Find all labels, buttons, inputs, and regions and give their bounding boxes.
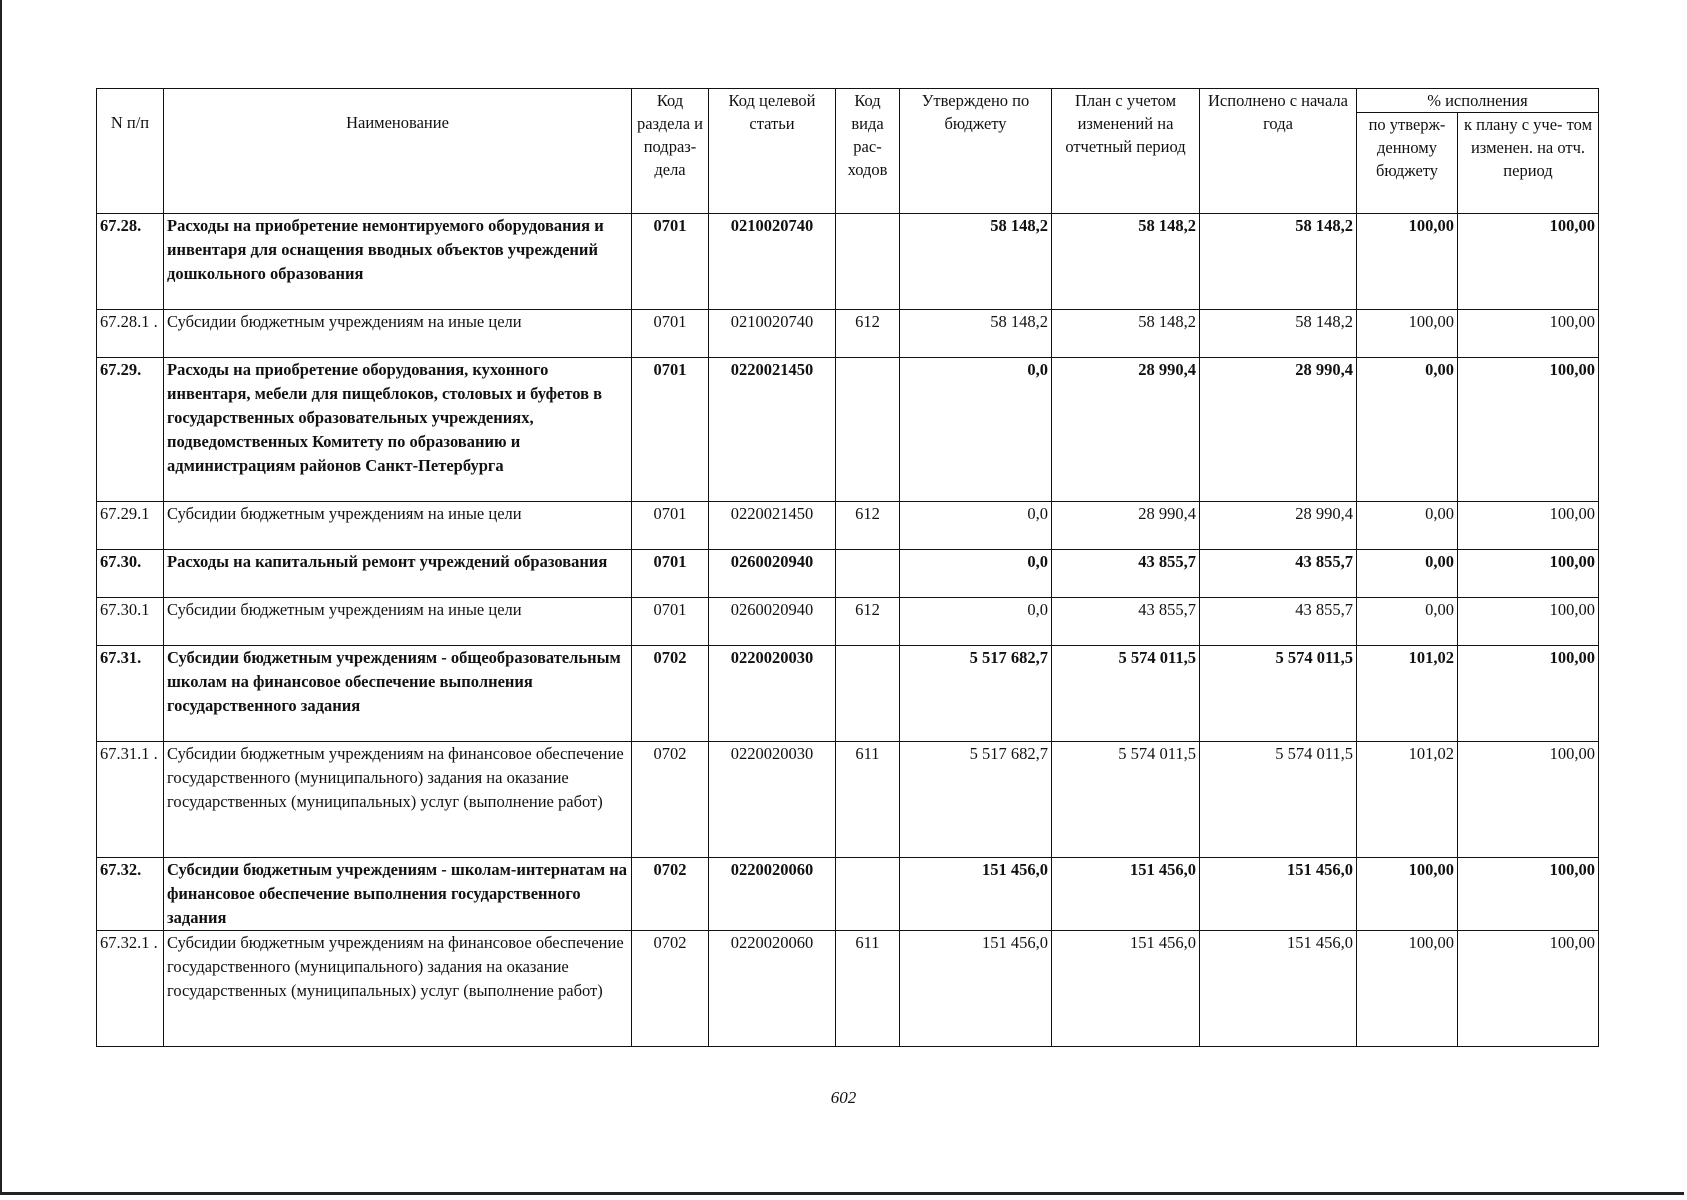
- row-type-code: 611: [836, 742, 900, 858]
- row-plan: 5 574 011,5: [1052, 742, 1200, 858]
- row-executed: 28 990,4: [1200, 502, 1357, 550]
- table-row: [97, 214, 1599, 310]
- table-row: [97, 858, 1599, 931]
- row-num: 67.32.: [97, 858, 164, 931]
- row-target-code: 0260020940: [709, 598, 836, 646]
- row-name: Субсидии бюджетным учреждениям - школам-интернатам на финансовое обеспечение выполнения государственного задания: [164, 858, 632, 931]
- row-num: 67.29.1: [97, 502, 164, 550]
- row-approved: 58 148,2: [900, 214, 1052, 310]
- row-pct-approved: 100,00: [1357, 931, 1458, 1047]
- row-target-code: 0210020740: [709, 214, 836, 310]
- row-plan: 43 855,7: [1052, 550, 1200, 598]
- row-plan: 151 456,0: [1052, 858, 1200, 931]
- table-row: [97, 931, 1599, 1047]
- row-plan: 151 456,0: [1052, 931, 1200, 1047]
- row-type-code: [836, 214, 900, 310]
- row-pct-approved: 0,00: [1357, 502, 1458, 550]
- row-pct-approved: 0,00: [1357, 358, 1458, 502]
- row-plan: 43 855,7: [1052, 598, 1200, 646]
- row-target-code: 0220020030: [709, 646, 836, 742]
- row-type-code: [836, 550, 900, 598]
- row-pct-approved: 100,00: [1357, 310, 1458, 358]
- row-approved: 0,0: [900, 598, 1052, 646]
- row-pct-approved: 0,00: [1357, 550, 1458, 598]
- row-pct-approved: 0,00: [1357, 598, 1458, 646]
- row-name: Субсидии бюджетным учреждениям на иные цели: [164, 502, 632, 550]
- row-pct-approved: 100,00: [1357, 858, 1458, 931]
- row-target-code: 0220021450: [709, 502, 836, 550]
- row-num: 67.28.: [97, 214, 164, 310]
- header-pct-plan: к плану с уче- том изменен. на отч. период: [1458, 113, 1599, 214]
- row-pct-plan: 100,00: [1458, 742, 1599, 858]
- header-row: [97, 89, 1599, 113]
- table-row: [97, 358, 1599, 502]
- row-type-code: 611: [836, 931, 900, 1047]
- page-number: 602: [830, 1088, 857, 1107]
- row-executed: 43 855,7: [1200, 598, 1357, 646]
- row-plan: 58 148,2: [1052, 214, 1200, 310]
- header-pct-approved: по утверж- денному бюджету: [1357, 113, 1458, 214]
- row-num: 67.32.1 .: [97, 931, 164, 1047]
- table-row: [97, 598, 1599, 646]
- row-pct-plan: 100,00: [1458, 550, 1599, 598]
- row-target-code: 0220020030: [709, 742, 836, 858]
- row-executed: 58 148,2: [1200, 310, 1357, 358]
- row-section-code: 0701: [632, 550, 709, 598]
- row-approved: 5 517 682,7: [900, 646, 1052, 742]
- row-approved: 0,0: [900, 502, 1052, 550]
- row-plan: 28 990,4: [1052, 358, 1200, 502]
- header-code-type: Код вида рас- ходов: [836, 89, 900, 214]
- row-section-code: 0702: [632, 858, 709, 931]
- table-row: [97, 502, 1599, 550]
- row-type-code: [836, 358, 900, 502]
- header-code-target: Код целевой статьи: [709, 89, 836, 214]
- row-type-code: [836, 858, 900, 931]
- row-num: 67.28.1 .: [97, 310, 164, 358]
- row-approved: 0,0: [900, 550, 1052, 598]
- row-section-code: 0702: [632, 646, 709, 742]
- row-section-code: 0701: [632, 310, 709, 358]
- row-approved: 151 456,0: [900, 931, 1052, 1047]
- row-name: Расходы на приобретение немонтируемого оборудования и инвентаря для оснащения вводных объектов учреждений дошкольного образования: [164, 214, 632, 310]
- row-approved: 151 456,0: [900, 858, 1052, 931]
- row-num: 67.30.: [97, 550, 164, 598]
- row-approved: 5 517 682,7: [900, 742, 1052, 858]
- row-pct-approved: 101,02: [1357, 646, 1458, 742]
- row-type-code: 612: [836, 598, 900, 646]
- row-pct-approved: 101,02: [1357, 742, 1458, 858]
- row-num: 67.30.1: [97, 598, 164, 646]
- row-executed: 5 574 011,5: [1200, 646, 1357, 742]
- row-name: Субсидии бюджетным учреждениям на финансовое обеспечение государственного (муниципального) задания на оказание государственных (муниципальных) услуг (выполнение работ): [164, 742, 632, 858]
- row-executed: 151 456,0: [1200, 858, 1357, 931]
- row-executed: 151 456,0: [1200, 931, 1357, 1047]
- row-target-code: 0220020060: [709, 931, 836, 1047]
- row-target-code: 0260020940: [709, 550, 836, 598]
- row-type-code: 612: [836, 310, 900, 358]
- row-pct-plan: 100,00: [1458, 858, 1599, 931]
- row-pct-plan: 100,00: [1458, 646, 1599, 742]
- row-name: Субсидии бюджетным учреждениям на иные цели: [164, 310, 632, 358]
- row-name: Субсидии бюджетным учреждениям на финансовое обеспечение государственного (муниципального) задания на оказание государственных (муниципальных) услуг (выполнение работ): [164, 931, 632, 1047]
- row-num: 67.31.1 .: [97, 742, 164, 858]
- header-pct: % исполнения: [1357, 89, 1599, 113]
- header-executed: Исполнено с начала года: [1200, 89, 1357, 214]
- row-section-code: 0701: [632, 214, 709, 310]
- row-executed: 5 574 011,5: [1200, 742, 1357, 858]
- row-pct-approved: 100,00: [1357, 214, 1458, 310]
- row-target-code: 0220021450: [709, 358, 836, 502]
- row-pct-plan: 100,00: [1458, 214, 1599, 310]
- row-name: Расходы на приобретение оборудования, кухонного инвентаря, мебели для пищеблоков, столовых и буфетов в государственных образовательных учреждениях, подведомственных Комитету по образованию и администрациям районов Санкт-Петербурга: [164, 358, 632, 502]
- header-name: Наименование: [164, 89, 632, 214]
- row-pct-plan: 100,00: [1458, 310, 1599, 358]
- budget-table: [96, 88, 1599, 1047]
- row-section-code: 0702: [632, 742, 709, 858]
- row-plan: 58 148,2: [1052, 310, 1200, 358]
- table-row: [97, 742, 1599, 858]
- row-num: 67.29.: [97, 358, 164, 502]
- row-section-code: 0701: [632, 598, 709, 646]
- row-target-code: 0220020060: [709, 858, 836, 931]
- header-num: N п/п: [97, 89, 164, 214]
- row-section-code: 0701: [632, 358, 709, 502]
- header-approved: Утверждено по бюджету: [900, 89, 1052, 214]
- row-num: 67.31.: [97, 646, 164, 742]
- row-executed: 28 990,4: [1200, 358, 1357, 502]
- table-row: [97, 646, 1599, 742]
- row-name: Субсидии бюджетным учреждениям - общеобразовательным школам на финансовое обеспечение выполнения государственного задания: [164, 646, 632, 742]
- row-plan: 5 574 011,5: [1052, 646, 1200, 742]
- row-type-code: [836, 646, 900, 742]
- row-pct-plan: 100,00: [1458, 358, 1599, 502]
- row-executed: 43 855,7: [1200, 550, 1357, 598]
- table-row: [97, 550, 1599, 598]
- row-type-code: 612: [836, 502, 900, 550]
- row-name: Расходы на капитальный ремонт учреждений образования: [164, 550, 632, 598]
- row-executed: 58 148,2: [1200, 214, 1357, 310]
- row-pct-plan: 100,00: [1458, 598, 1599, 646]
- header-plan: План с учетом изменений на отчетный период: [1052, 89, 1200, 214]
- row-section-code: 0701: [632, 502, 709, 550]
- row-section-code: 0702: [632, 931, 709, 1047]
- row-target-code: 0210020740: [709, 310, 836, 358]
- row-pct-plan: 100,00: [1458, 502, 1599, 550]
- row-name: Субсидии бюджетным учреждениям на иные цели: [164, 598, 632, 646]
- header-code-section: Код раздела и подраз- дела: [632, 89, 709, 214]
- row-plan: 28 990,4: [1052, 502, 1200, 550]
- table-row: [97, 310, 1599, 358]
- row-approved: 0,0: [900, 358, 1052, 502]
- row-pct-plan: 100,00: [1458, 931, 1599, 1047]
- row-approved: 58 148,2: [900, 310, 1052, 358]
